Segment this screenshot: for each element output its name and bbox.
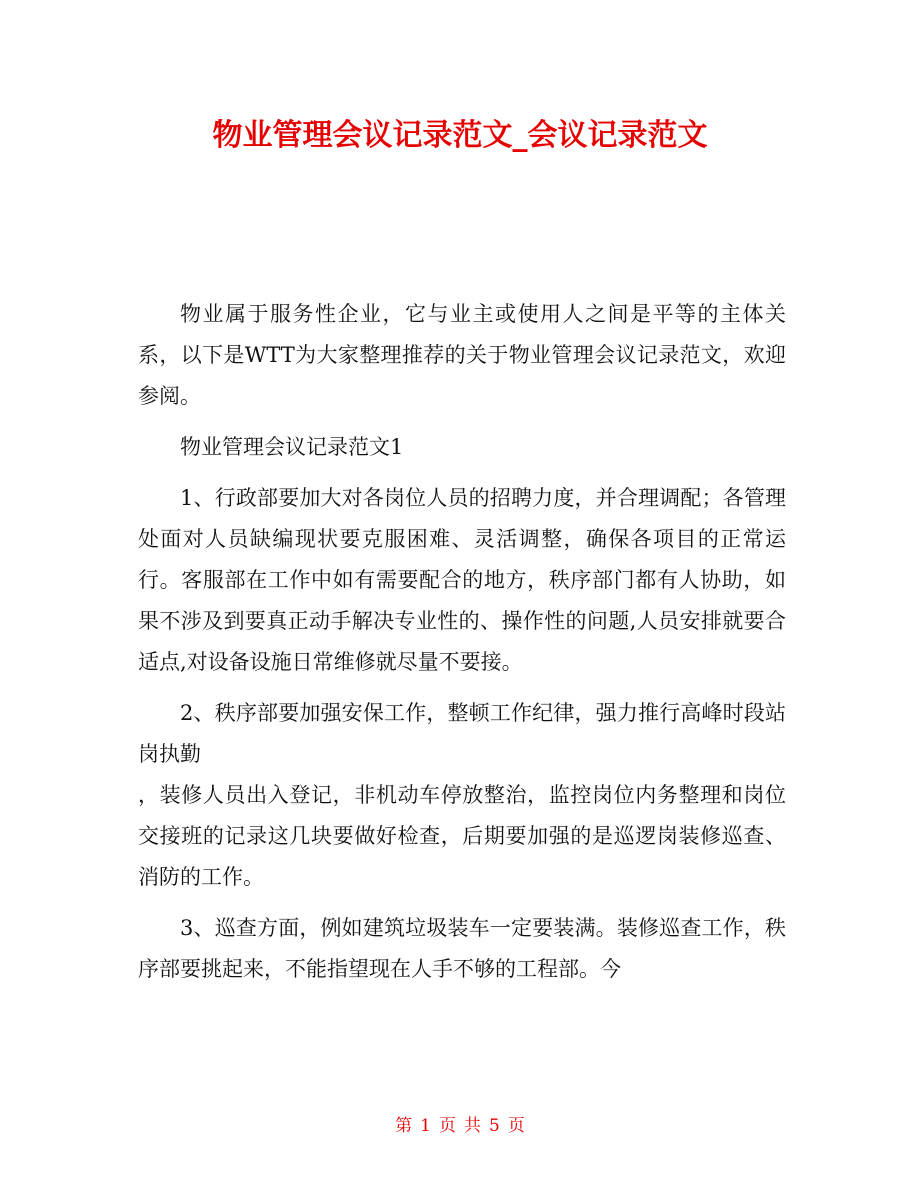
footer-page-unit: 页 [439,1116,456,1136]
page-number-footer [0,1114,920,1138]
document-title: 物业管理会议记录范文_会议记录范文 [212,118,708,153]
document-body [138,294,786,1000]
footer-page-label: 第 [395,1116,413,1136]
item-3-paragraph: 3、巡查方面，例如建筑垃圾装车一定要装满。装修巡查工作，秩序部要挑起来，不能指望现在人手不够的工程部。今 [138,916,786,981]
item-2-continuation: ，装修人员出入登记，非机动车停放整治，监控岗位内务整理和岗位交接班的记录这几块要做好检查，后期要加强的是巡逻岗装修巡查、消防的工作。 [138,783,786,889]
item-2-paragraph: 2、秩序部要加强安保工作，整顿工作纪律，强力推行高峰时段站岗执勤 [138,701,786,766]
section-heading: 物业管理会议记录范文1 [180,435,404,459]
intro-paragraph: 物业属于服务性企业，它与业主或使用人之间是平等的主体关系，以下是WTT为大家整理推荐的关于物业管理会议记录范文，欢迎参阅。 [138,302,786,408]
footer-total-unit: 页 [507,1116,525,1136]
item-1-paragraph: 1、行政部要加大对各岗位人员的招聘力度，并合理调配；各管理处面对人员缺编现状要克服困难、灵活调整，确保各项目的正常运行。客服部在工作中如有需要配合的地方，秩序部门都有人协助，如果不涉及到要真正动手解决专业性的、操作性的问题,人员安排就要合适点,对设备设施日常维修就尽量不要接。 [138,486,786,674]
footer-total-label: 共 [464,1116,481,1136]
footer-current-page: 1 [420,1116,431,1136]
footer-total-pages: 5 [489,1116,500,1136]
